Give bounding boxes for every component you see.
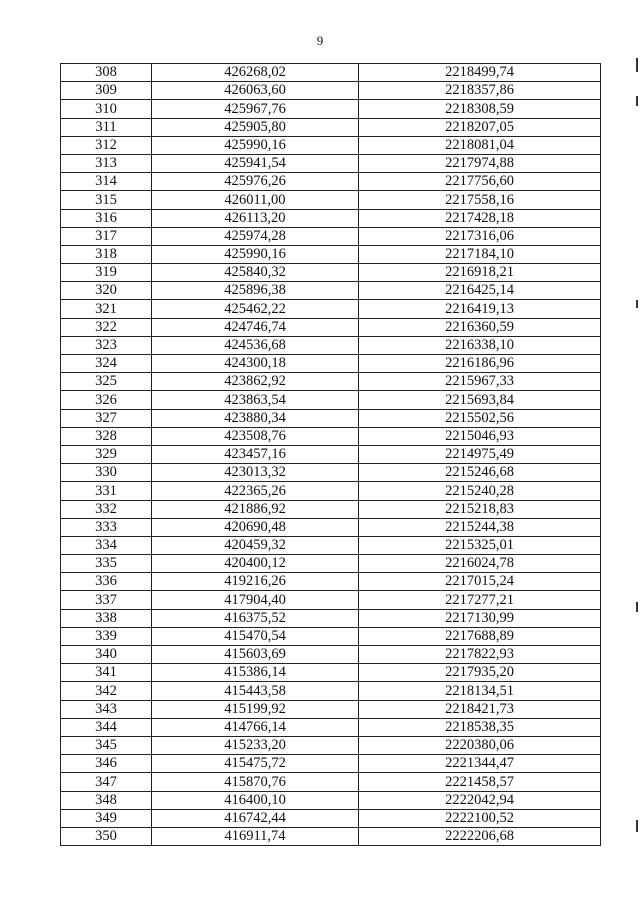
point-number-cell: 345 [61, 736, 152, 754]
point-number-cell: 316 [61, 209, 152, 227]
table-row [61, 500, 601, 518]
point-number-cell: 342 [61, 682, 152, 700]
point-number-cell: 308 [61, 64, 152, 82]
y-coordinate-cell: 2215218,83 [359, 500, 601, 518]
y-coordinate-cell: 2217316,06 [359, 227, 601, 245]
y-coordinate-cell: 2216024,78 [359, 555, 601, 573]
y-coordinate-cell: 2217822,93 [359, 646, 601, 664]
table-row [61, 191, 601, 209]
y-coordinate-cell: 2217935,20 [359, 664, 601, 682]
point-number-cell: 328 [61, 427, 152, 445]
point-number-cell: 327 [61, 409, 152, 427]
table-row [61, 827, 601, 845]
point-number-cell: 318 [61, 245, 152, 263]
table-row [61, 627, 601, 645]
point-number-cell: 341 [61, 664, 152, 682]
point-number-cell: 329 [61, 445, 152, 463]
x-coordinate-cell: 426063,60 [152, 82, 359, 100]
point-number-cell: 348 [61, 791, 152, 809]
x-coordinate-cell: 423013,32 [152, 464, 359, 482]
x-coordinate-cell: 426113,20 [152, 209, 359, 227]
scan-edge-mark [636, 820, 638, 832]
y-coordinate-cell: 2215693,84 [359, 391, 601, 409]
coordinates-table-body [61, 64, 601, 846]
y-coordinate-cell: 2217558,16 [359, 191, 601, 209]
table-row [61, 409, 601, 427]
y-coordinate-cell: 2218081,04 [359, 136, 601, 154]
point-number-cell: 309 [61, 82, 152, 100]
table-row [61, 318, 601, 336]
point-number-cell: 323 [61, 336, 152, 354]
y-coordinate-cell: 2215244,38 [359, 518, 601, 536]
table-row [61, 136, 601, 154]
y-coordinate-cell: 2216338,10 [359, 336, 601, 354]
table-row [61, 64, 601, 82]
point-number-cell: 331 [61, 482, 152, 500]
x-coordinate-cell: 423880,34 [152, 409, 359, 427]
x-coordinate-cell: 425840,32 [152, 264, 359, 282]
table-row [61, 809, 601, 827]
x-coordinate-cell: 423863,54 [152, 391, 359, 409]
x-coordinate-cell: 416400,10 [152, 791, 359, 809]
point-number-cell: 325 [61, 373, 152, 391]
y-coordinate-cell: 2216918,21 [359, 264, 601, 282]
y-coordinate-cell: 2218134,51 [359, 682, 601, 700]
x-coordinate-cell: 425462,22 [152, 300, 359, 318]
table-row [61, 573, 601, 591]
table-row [61, 646, 601, 664]
y-coordinate-cell: 2215046,93 [359, 427, 601, 445]
point-number-cell: 317 [61, 227, 152, 245]
y-coordinate-cell: 2215502,56 [359, 409, 601, 427]
table-row [61, 300, 601, 318]
table-row [61, 755, 601, 773]
y-coordinate-cell: 2217756,60 [359, 173, 601, 191]
x-coordinate-cell: 424300,18 [152, 355, 359, 373]
y-coordinate-cell: 2217184,10 [359, 245, 601, 263]
point-number-cell: 313 [61, 154, 152, 172]
y-coordinate-cell: 2218357,86 [359, 82, 601, 100]
table-row [61, 282, 601, 300]
x-coordinate-cell: 416375,52 [152, 609, 359, 627]
point-number-cell: 315 [61, 191, 152, 209]
point-number-cell: 336 [61, 573, 152, 591]
table-row [61, 209, 601, 227]
y-coordinate-cell: 2216186,96 [359, 355, 601, 373]
y-coordinate-cell: 2220380,06 [359, 736, 601, 754]
table-row [61, 245, 601, 263]
x-coordinate-cell: 415386,14 [152, 664, 359, 682]
y-coordinate-cell: 2222042,94 [359, 791, 601, 809]
point-number-cell: 349 [61, 809, 152, 827]
x-coordinate-cell: 425990,16 [152, 136, 359, 154]
table-row [61, 82, 601, 100]
table-row [61, 773, 601, 791]
x-coordinate-cell: 415233,20 [152, 736, 359, 754]
table-row [61, 682, 601, 700]
table-row [61, 464, 601, 482]
table-row [61, 391, 601, 409]
y-coordinate-cell: 2217130,99 [359, 609, 601, 627]
point-number-cell: 314 [61, 173, 152, 191]
point-number-cell: 324 [61, 355, 152, 373]
y-coordinate-cell: 2218499,74 [359, 64, 601, 82]
x-coordinate-cell: 425941,54 [152, 154, 359, 172]
scan-edge-mark [636, 300, 638, 308]
point-number-cell: 344 [61, 718, 152, 736]
point-number-cell: 310 [61, 100, 152, 118]
table-row [61, 664, 601, 682]
x-coordinate-cell: 424746,74 [152, 318, 359, 336]
x-coordinate-cell: 415603,69 [152, 646, 359, 664]
x-coordinate-cell: 415475,72 [152, 755, 359, 773]
table-row [61, 227, 601, 245]
point-number-cell: 320 [61, 282, 152, 300]
y-coordinate-cell: 2216425,14 [359, 282, 601, 300]
x-coordinate-cell: 426268,02 [152, 64, 359, 82]
x-coordinate-cell: 423508,76 [152, 427, 359, 445]
y-coordinate-cell: 2217688,89 [359, 627, 601, 645]
point-number-cell: 333 [61, 518, 152, 536]
x-coordinate-cell: 415870,76 [152, 773, 359, 791]
y-coordinate-cell: 2217428,18 [359, 209, 601, 227]
y-coordinate-cell: 2221458,57 [359, 773, 601, 791]
x-coordinate-cell: 417904,40 [152, 591, 359, 609]
point-number-cell: 326 [61, 391, 152, 409]
x-coordinate-cell: 416911,74 [152, 827, 359, 845]
x-coordinate-cell: 415443,58 [152, 682, 359, 700]
x-coordinate-cell: 426011,00 [152, 191, 359, 209]
x-coordinate-cell: 415470,54 [152, 627, 359, 645]
y-coordinate-cell: 2215967,33 [359, 373, 601, 391]
y-coordinate-cell: 2217277,21 [359, 591, 601, 609]
point-number-cell: 332 [61, 500, 152, 518]
table-row [61, 336, 601, 354]
point-number-cell: 319 [61, 264, 152, 282]
coordinates-table [60, 63, 601, 846]
x-coordinate-cell: 425990,16 [152, 245, 359, 263]
scan-edge-mark [636, 602, 638, 612]
x-coordinate-cell: 423457,16 [152, 445, 359, 463]
y-coordinate-cell: 2215246,68 [359, 464, 601, 482]
scan-edge-mark [636, 96, 638, 106]
table-row [61, 445, 601, 463]
page-number: 9 [316, 33, 324, 48]
y-coordinate-cell: 2221344,47 [359, 755, 601, 773]
point-number-cell: 346 [61, 755, 152, 773]
table-row [61, 355, 601, 373]
y-coordinate-cell: 2218207,05 [359, 118, 601, 136]
point-number-cell: 337 [61, 591, 152, 609]
point-number-cell: 350 [61, 827, 152, 845]
table-row [61, 427, 601, 445]
y-coordinate-cell: 2222206,68 [359, 827, 601, 845]
point-number-cell: 312 [61, 136, 152, 154]
x-coordinate-cell: 414766,14 [152, 718, 359, 736]
point-number-cell: 311 [61, 118, 152, 136]
table-row [61, 118, 601, 136]
table-row [61, 154, 601, 172]
x-coordinate-cell: 425974,28 [152, 227, 359, 245]
scan-edge-mark [636, 58, 638, 72]
point-number-cell: 330 [61, 464, 152, 482]
table-row [61, 591, 601, 609]
point-number-cell: 335 [61, 555, 152, 573]
point-number-cell: 343 [61, 700, 152, 718]
table-row [61, 700, 601, 718]
y-coordinate-cell: 2216419,13 [359, 300, 601, 318]
table-row [61, 791, 601, 809]
point-number-cell: 339 [61, 627, 152, 645]
table-row [61, 518, 601, 536]
y-coordinate-cell: 2218308,59 [359, 100, 601, 118]
x-coordinate-cell: 421886,92 [152, 500, 359, 518]
y-coordinate-cell: 2217015,24 [359, 573, 601, 591]
table-row [61, 482, 601, 500]
point-number-cell: 334 [61, 536, 152, 554]
x-coordinate-cell: 425905,80 [152, 118, 359, 136]
x-coordinate-cell: 419216,26 [152, 573, 359, 591]
x-coordinate-cell: 420459,32 [152, 536, 359, 554]
table-row [61, 609, 601, 627]
x-coordinate-cell: 424536,68 [152, 336, 359, 354]
x-coordinate-cell: 420690,48 [152, 518, 359, 536]
point-number-cell: 322 [61, 318, 152, 336]
y-coordinate-cell: 2214975,49 [359, 445, 601, 463]
x-coordinate-cell: 425976,26 [152, 173, 359, 191]
table-row [61, 536, 601, 554]
point-number-cell: 340 [61, 646, 152, 664]
x-coordinate-cell: 425967,76 [152, 100, 359, 118]
y-coordinate-cell: 2215325,01 [359, 536, 601, 554]
x-coordinate-cell: 422365,26 [152, 482, 359, 500]
y-coordinate-cell: 2217974,88 [359, 154, 601, 172]
x-coordinate-cell: 420400,12 [152, 555, 359, 573]
y-coordinate-cell: 2218538,35 [359, 718, 601, 736]
table-row [61, 555, 601, 573]
table-row [61, 373, 601, 391]
y-coordinate-cell: 2222100,52 [359, 809, 601, 827]
x-coordinate-cell: 415199,92 [152, 700, 359, 718]
x-coordinate-cell: 423862,92 [152, 373, 359, 391]
table-row [61, 264, 601, 282]
y-coordinate-cell: 2216360,59 [359, 318, 601, 336]
point-number-cell: 347 [61, 773, 152, 791]
table-row [61, 736, 601, 754]
y-coordinate-cell: 2215240,28 [359, 482, 601, 500]
y-coordinate-cell: 2218421,73 [359, 700, 601, 718]
table-row [61, 100, 601, 118]
table-row [61, 718, 601, 736]
table-row [61, 173, 601, 191]
x-coordinate-cell: 425896,38 [152, 282, 359, 300]
point-number-cell: 321 [61, 300, 152, 318]
x-coordinate-cell: 416742,44 [152, 809, 359, 827]
point-number-cell: 338 [61, 609, 152, 627]
